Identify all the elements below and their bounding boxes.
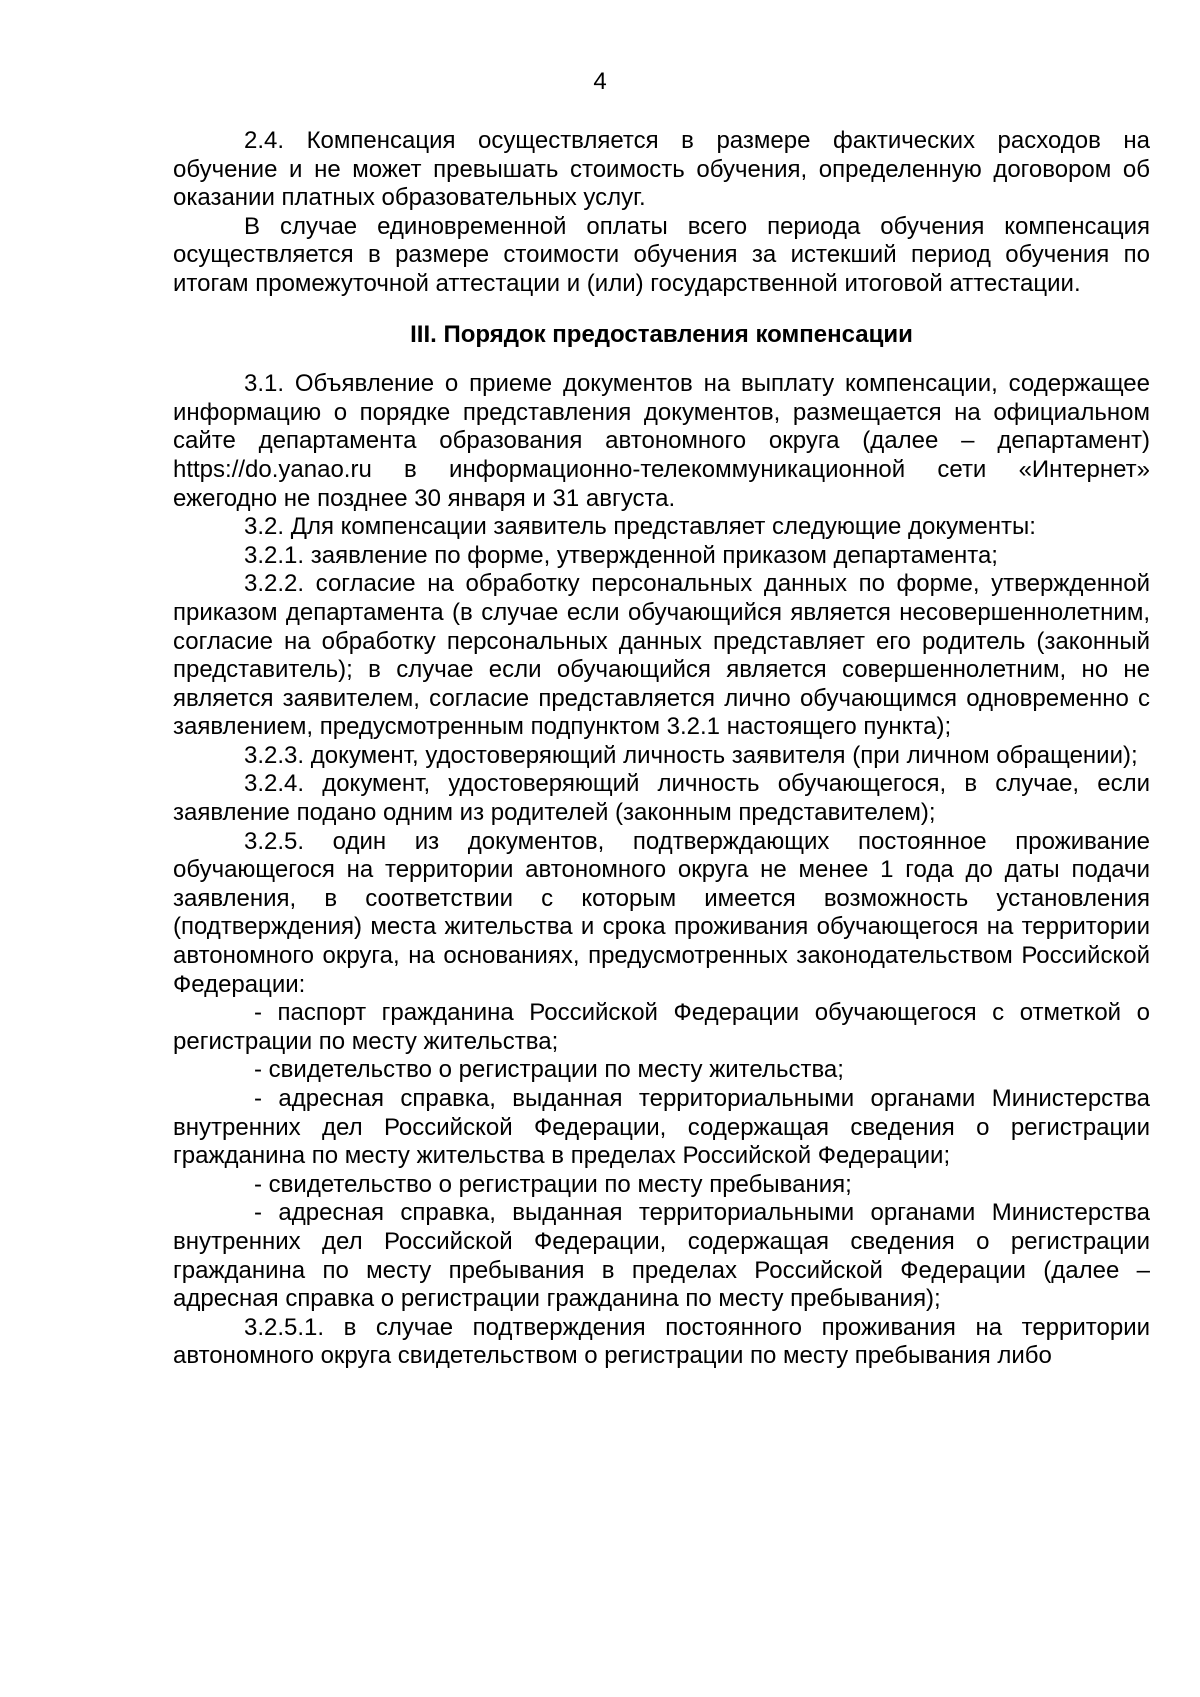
paragraph-3-2-4: 3.2.4. документ, удостоверяющий личность обучающегося, в случае, если заявление подано одним из родителей (законным представителем); (173, 770, 1150, 827)
list-item-address-certificate-residence: - адресная справка, выданная территориальными органами Министерства внутренних дел Российской Федерации, содержащая сведения о регистрации гражданина по месту жительства в пределах Российской Федерации; (173, 1085, 1150, 1170)
page-number: 4 (593, 68, 607, 95)
list-item-passport: - паспорт гражданина Российской Федерации обучающегося с отметкой о регистрации по месту жительства; (173, 999, 1150, 1055)
paragraph-3-2-3: 3.2.3. документ, удостоверяющий личность заявителя (при личном обращении); (244, 741, 1138, 769)
section-heading: III. Порядок предоставления компенсации (410, 320, 913, 348)
list-item-stay-certificate: - свидетельство о регистрации по месту пребывания; (254, 1170, 852, 1198)
list-item-residence-certificate: - свидетельство о регистрации по месту жительства; (254, 1056, 844, 1084)
paragraph-3-2-2: 3.2.2. согласие на обработку персональных данных по форме, утвержденной приказом департамента (в случае если обучающийся является несовершеннолетним, согласие на обработку персональных данных представляет его родитель (законный представитель); в случае если обучающийся является совершеннолетним, но не является заявителем, согласие представляется лично обучающимся одновременно с заявлением, предусмотренным подпунктом 3.2.1 настоящего пункта); (173, 570, 1150, 741)
paragraph-3-2: 3.2. Для компенсации заявитель представляет следующие документы: (244, 513, 1036, 541)
document-body (173, 127, 1150, 1371)
paragraph-3-2-1: 3.2.1. заявление по форме, утвержденной приказом департамента; (244, 541, 998, 569)
paragraph-3-1: 3.1. Объявление о приеме документов на выплату компенсации, содержащее информацию о порядке представления документов, размещается на официальном сайте департамента образования автономного округа (далее – департамент) https://do.yanao.ru в информационно-телекоммуникационной сети «Интернет» ежегодно не позднее 30 января и 31 августа. (173, 370, 1150, 512)
paragraph-2-4-lump-sum: В случае единовременной оплаты всего периода обучения компенсация осуществляется в размере стоимости обучения за истекший период обучения по итогам промежуточной аттестации и (или) государственной итоговой аттестации. (173, 212, 1150, 297)
paragraph-2-4: 2.4. Компенсация осуществляется в размере фактических расходов на обучение и не может превышать стоимость обучения, определенную договором об оказании платных образовательных услуг. (173, 127, 1150, 212)
paragraph-3-2-5-1: 3.2.5.1. в случае подтверждения постоянного проживания на территории автономного округа свидетельством о регистрации по месту пребывания либо (173, 1313, 1150, 1370)
paragraph-3-2-5: 3.2.5. один из документов, подтверждающих постоянное проживание обучающегося на территории автономного округа не менее 1 года до даты подачи заявления, в соответствии с которым имеется возможность установления (подтверждения) места жительства и срока проживания обучающегося на территории автономного округа, на основаниях, предусмотренных законодательством Российской Федерации: (173, 827, 1150, 998)
list-item-address-certificate-stay: - адресная справка, выданная территориальными органами Министерства внутренних дел Российской Федерации, содержащая сведения о регистрации гражданина по месту пребывания в пределах Российской Федерации (далее – адресная справка о регистрации гражданина по месту пребывания); (173, 1199, 1150, 1313)
